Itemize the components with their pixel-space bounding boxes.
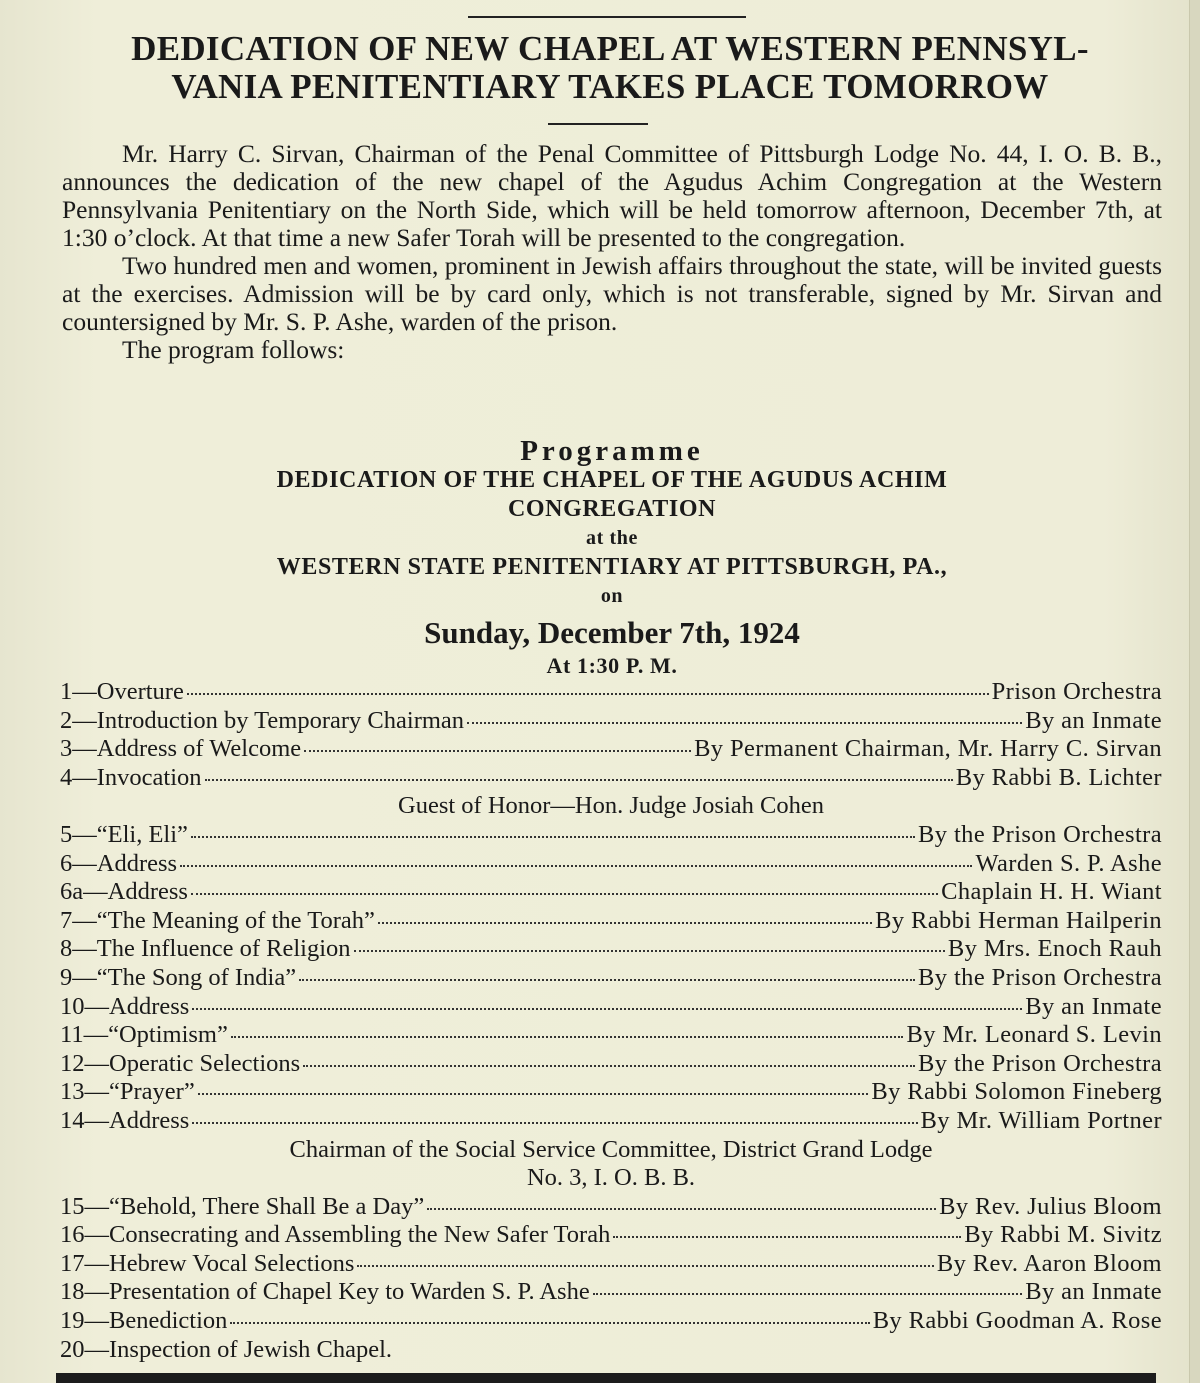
leader-dots <box>230 1322 869 1324</box>
leader-dots <box>198 1093 869 1095</box>
item-performer: By Mr. William Portner <box>920 1106 1162 1134</box>
article-paragraph-3: The program follows: <box>122 335 345 364</box>
item-title: “Prayer” <box>109 1078 195 1106</box>
leader-dots <box>231 1036 904 1038</box>
program-item <box>60 707 1162 736</box>
leader-dots <box>304 750 691 752</box>
program-item <box>60 1050 1162 1079</box>
item-number: 13— <box>60 1078 109 1106</box>
item-number: 5— <box>60 820 97 848</box>
program-date: Sunday, December 7th, 1924 <box>424 615 800 650</box>
portner-note-line-2: No. 3, I. O. B. B. <box>526 1164 696 1192</box>
headline-line-2: VANIA PENITENTIARY TAKES PLACE TOMORROW <box>171 67 1049 106</box>
item-title: “Eli, Eli” <box>96 820 188 848</box>
item-number: 16— <box>60 1221 109 1249</box>
item-title: “The Song of India” <box>96 963 297 991</box>
program-item <box>60 1336 1162 1365</box>
item-performer: By an Inmate <box>1025 706 1162 734</box>
program-item <box>60 1221 1162 1250</box>
item-performer: Prison Orchestra <box>991 678 1162 705</box>
item-number: 20— <box>60 1335 109 1363</box>
item-title: Invocation <box>96 763 202 791</box>
item-title: Address <box>109 1106 190 1134</box>
program-item <box>60 1021 1162 1050</box>
item-number: 9— <box>60 963 97 991</box>
item-number: 15— <box>60 1192 109 1220</box>
item-number: 10— <box>60 992 109 1020</box>
item-number: 19— <box>60 1307 109 1335</box>
leader-dots <box>354 950 945 952</box>
program-header <box>60 436 1164 679</box>
leader-dots <box>613 1236 961 1238</box>
leader-dots <box>378 922 872 924</box>
leader-dots <box>467 722 1022 724</box>
item-performer: By the Prison Orchestra <box>918 820 1162 848</box>
item-performer: By Rev. Julius Bloom <box>939 1192 1162 1220</box>
item-title: “The Meaning of the Torah” <box>96 906 375 934</box>
item-number: 6— <box>60 849 97 877</box>
program-items <box>60 678 1162 1364</box>
item-number: 17— <box>60 1249 109 1277</box>
item-performer: By Permanent Chairman, Mr. Harry C. Sirvan <box>694 735 1162 763</box>
leader-dots <box>299 979 915 981</box>
item-performer: By Rabbi Solomon Fineberg <box>871 1078 1162 1106</box>
page-edge <box>1189 0 1200 1383</box>
headline-line-1: DEDICATION OF NEW CHAPEL AT WESTERN PENNSYL- <box>131 29 1089 68</box>
leader-dots <box>357 1265 933 1267</box>
program-item <box>60 1307 1162 1336</box>
item-title: “Behold, There Shall Be a Day” <box>109 1192 425 1220</box>
item-number: 7— <box>60 906 97 934</box>
program-item <box>60 735 1162 764</box>
program-time: At 1:30 P. M. <box>546 653 678 678</box>
program-item <box>60 1193 1162 1222</box>
program-item <box>60 764 1162 793</box>
program-item <box>60 850 1162 879</box>
program-title: Programme <box>520 435 704 467</box>
item-performer: By Rabbi B. Lichter <box>955 763 1162 791</box>
program-item <box>60 993 1162 1022</box>
top-rule <box>468 16 746 18</box>
item-title: The Influence of Religion <box>96 935 351 963</box>
item-title: Overture <box>96 678 184 705</box>
program-item <box>60 935 1162 964</box>
item-title: Hebrew Vocal Selections <box>109 1249 355 1277</box>
item-performer: By an Inmate <box>1025 992 1162 1020</box>
program-item <box>60 1278 1162 1307</box>
item-performer: By Rabbi Goodman A. Rose <box>872 1307 1162 1335</box>
item-title: Address <box>109 992 190 1020</box>
item-title: Address <box>107 878 188 906</box>
program-item <box>60 678 1162 707</box>
item-title: Address <box>96 849 178 877</box>
item-performer: By an Inmate <box>1025 1278 1162 1306</box>
item-number: 18— <box>60 1278 109 1306</box>
item-number: 12— <box>60 1049 109 1077</box>
item-performer: By Mr. Leonard S. Levin <box>906 1021 1162 1049</box>
item-performer: Chaplain H. H. Wiant <box>941 878 1162 906</box>
program-line-5: on <box>600 585 624 607</box>
item-number: 8— <box>60 935 97 963</box>
program-line-2: CONGREGATION <box>507 496 717 522</box>
item-title: Consecrating and Assembling the New Safer Torah <box>109 1221 611 1249</box>
item-performer: By Rabbi M. Sivitz <box>964 1221 1162 1249</box>
item-number: 14— <box>60 1106 109 1134</box>
item-performer: By the Prison Orchestra <box>918 963 1162 991</box>
program-item <box>60 1078 1162 1107</box>
leader-dots <box>593 1293 1022 1295</box>
headline <box>40 30 1180 106</box>
leader-dots <box>427 1208 936 1210</box>
program-item <box>60 964 1162 993</box>
leader-dots <box>205 779 953 781</box>
item-performer: Warden S. P. Ashe <box>975 849 1162 877</box>
program-line-1: DEDICATION OF THE CHAPEL OF THE AGUDUS ACHIM <box>276 467 948 493</box>
item-performer: By Mrs. Enoch Rauh <box>947 935 1162 963</box>
item-title: Introduction by Temporary Chairman <box>96 706 465 734</box>
program-line-3: at the <box>586 527 638 549</box>
item-title: “Optimism” <box>108 1021 228 1049</box>
leader-dots <box>192 1122 917 1124</box>
leader-dots <box>191 893 938 895</box>
leader-dots <box>187 693 989 695</box>
program-item <box>60 1250 1162 1279</box>
leader-dots <box>191 836 915 838</box>
item-number: 4— <box>60 763 97 791</box>
program-line-4: WESTERN STATE PENITENTIARY AT PITTSBURGH, PA., <box>276 554 948 580</box>
item-title: Inspection of Jewish Chapel. <box>109 1335 393 1363</box>
item-performer: By Rabbi Herman Hailperin <box>875 906 1162 934</box>
item-number: 11— <box>60 1021 109 1049</box>
item-number: 1— <box>60 678 97 705</box>
item-number: 2— <box>60 706 97 734</box>
leader-dots <box>180 865 972 867</box>
program-item <box>60 1107 1162 1136</box>
leader-dots <box>303 1065 915 1067</box>
item-title: Address of Welcome <box>96 735 302 763</box>
article-body <box>62 140 1162 364</box>
item-title: Operatic Selections <box>109 1049 301 1077</box>
item-performer: By the Prison Orchestra <box>918 1049 1162 1077</box>
headline-rule <box>548 123 648 125</box>
article-paragraph-1: Mr. Harry C. Sirvan, Chairman of the Penal Committee of Pittsburgh Lodge No. 44, I. O. B. B., announces the dedication of the new chapel of the Agudus Achim Congregation at the Western Pennsylvania Penitentiary on the North Side, which will be held tomorrow afternoon, December 7th, at 1:30 o’clock. At that time a new Safer Torah will be presented to the congregation. <box>62 139 1162 252</box>
item-title: Presentation of Chapel Key to Warden S. P. Ashe <box>109 1278 590 1306</box>
item-performer: By Rev. Aaron Bloom <box>936 1249 1162 1277</box>
bottom-rule <box>56 1373 1156 1383</box>
program-item <box>60 907 1162 936</box>
guest-of-honor: Guest of Honor—Hon. Judge Josiah Cohen <box>398 792 824 820</box>
program-item <box>60 821 1162 850</box>
portner-note-line-1: Chairman of the Social Service Committee, District Grand Lodge <box>289 1135 933 1163</box>
leader-dots <box>192 1008 1022 1010</box>
item-number: 6a— <box>60 878 108 906</box>
item-number: 3— <box>60 735 97 763</box>
article-paragraph-2: Two hundred men and women, prominent in Jewish affairs throughout the state, will be invited guests at the exercises. Admission will be by card only, which is not transferable, signed by Mr. Sirvan and countersigned by Mr. S. P. Ashe, warden of the prison. <box>62 251 1162 336</box>
program-item <box>60 878 1162 907</box>
item-title: Benediction <box>109 1307 228 1335</box>
